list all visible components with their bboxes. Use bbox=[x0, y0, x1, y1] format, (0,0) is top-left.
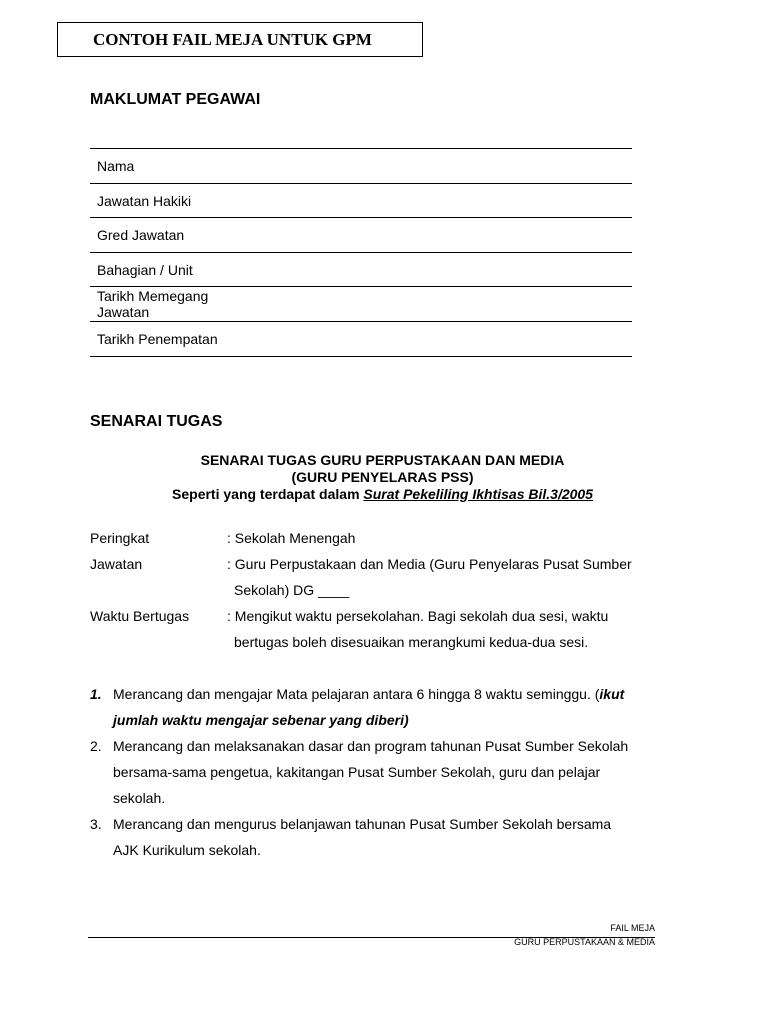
detail-post: Jawatan : Guru Perpustakaan dan Media (Guru Penyelaras Pusat Sumber Sekolah) DG ____ bbox=[90, 556, 632, 598]
field-row-division bbox=[90, 253, 632, 287]
field-row-name bbox=[90, 149, 632, 184]
duties-list bbox=[90, 681, 680, 863]
field-row-grade bbox=[90, 218, 632, 253]
field-label: Nama bbox=[97, 158, 135, 174]
footer-label: FAIL MEJA bbox=[610, 923, 655, 933]
detail-hours: Waktu Bertugas : Mengikut waktu persekolahan. Bagi sekolah dua sesi, waktu bertugas boleh disesuaikan merangkumi kedua-dua sesi. bbox=[90, 608, 609, 650]
field-label: Gred Jawatan bbox=[97, 227, 185, 243]
duties-header-line3: Seperti yang terdapat dalam Surat Pekeliling Ikhtisas Bil.3/2005 bbox=[172, 486, 593, 502]
field-row-post-date bbox=[90, 287, 632, 322]
list-item: 3. Merancang dan mengurus belanjawan tahunan Pusat Sumber Sekolah bersama AJK Kurikulum sekolah. bbox=[90, 816, 612, 858]
duties-header-line2: (GURU PENYELARAS PSS) bbox=[291, 469, 474, 485]
footer-subtitle: GURU PERPUSTAKAAN & MEDIA bbox=[514, 937, 655, 947]
officer-info-table bbox=[90, 148, 632, 357]
field-row-post bbox=[90, 184, 632, 218]
field-label: Tarikh Penempatan bbox=[97, 331, 218, 347]
duties-header-line1: SENARAI TUGAS GURU PERPUSTAKAAN DAN MEDIA bbox=[200, 452, 565, 468]
detail-level: Peringkat : Sekolah Menengah bbox=[90, 530, 356, 546]
list-item: 1. Merancang dan mengajar Mata pelajaran antara 6 hingga 8 waktu seminggu. (ikut jumlah waktu mengajar sebenar yang diberi) bbox=[90, 686, 625, 728]
section-heading-duties: SENARAI TUGAS bbox=[90, 413, 223, 430]
list-item: 2. Merancang dan melaksanakan dasar dan program tahunan Pusat Sumber Sekolah bersama-sama pengetua, kakitangan Pusat Sumber Sekolah, guru dan pelajar sekolah. bbox=[90, 738, 629, 806]
section-heading-officer: MAKLUMAT PEGAWAI bbox=[90, 91, 261, 108]
duties-header bbox=[90, 452, 675, 503]
circular-reference: Surat Pekeliling Ikhtisas Bil.3/2005 bbox=[363, 486, 593, 502]
field-row-placement-date bbox=[90, 322, 632, 357]
field-label: Bahagian / Unit bbox=[97, 261, 193, 278]
field-label: Tarikh Memegang Jawatan bbox=[97, 288, 209, 320]
field-label: Jawatan Hakiki bbox=[97, 192, 192, 209]
document-title: CONTOH FAIL MEJA UNTUK GPM bbox=[57, 22, 423, 57]
